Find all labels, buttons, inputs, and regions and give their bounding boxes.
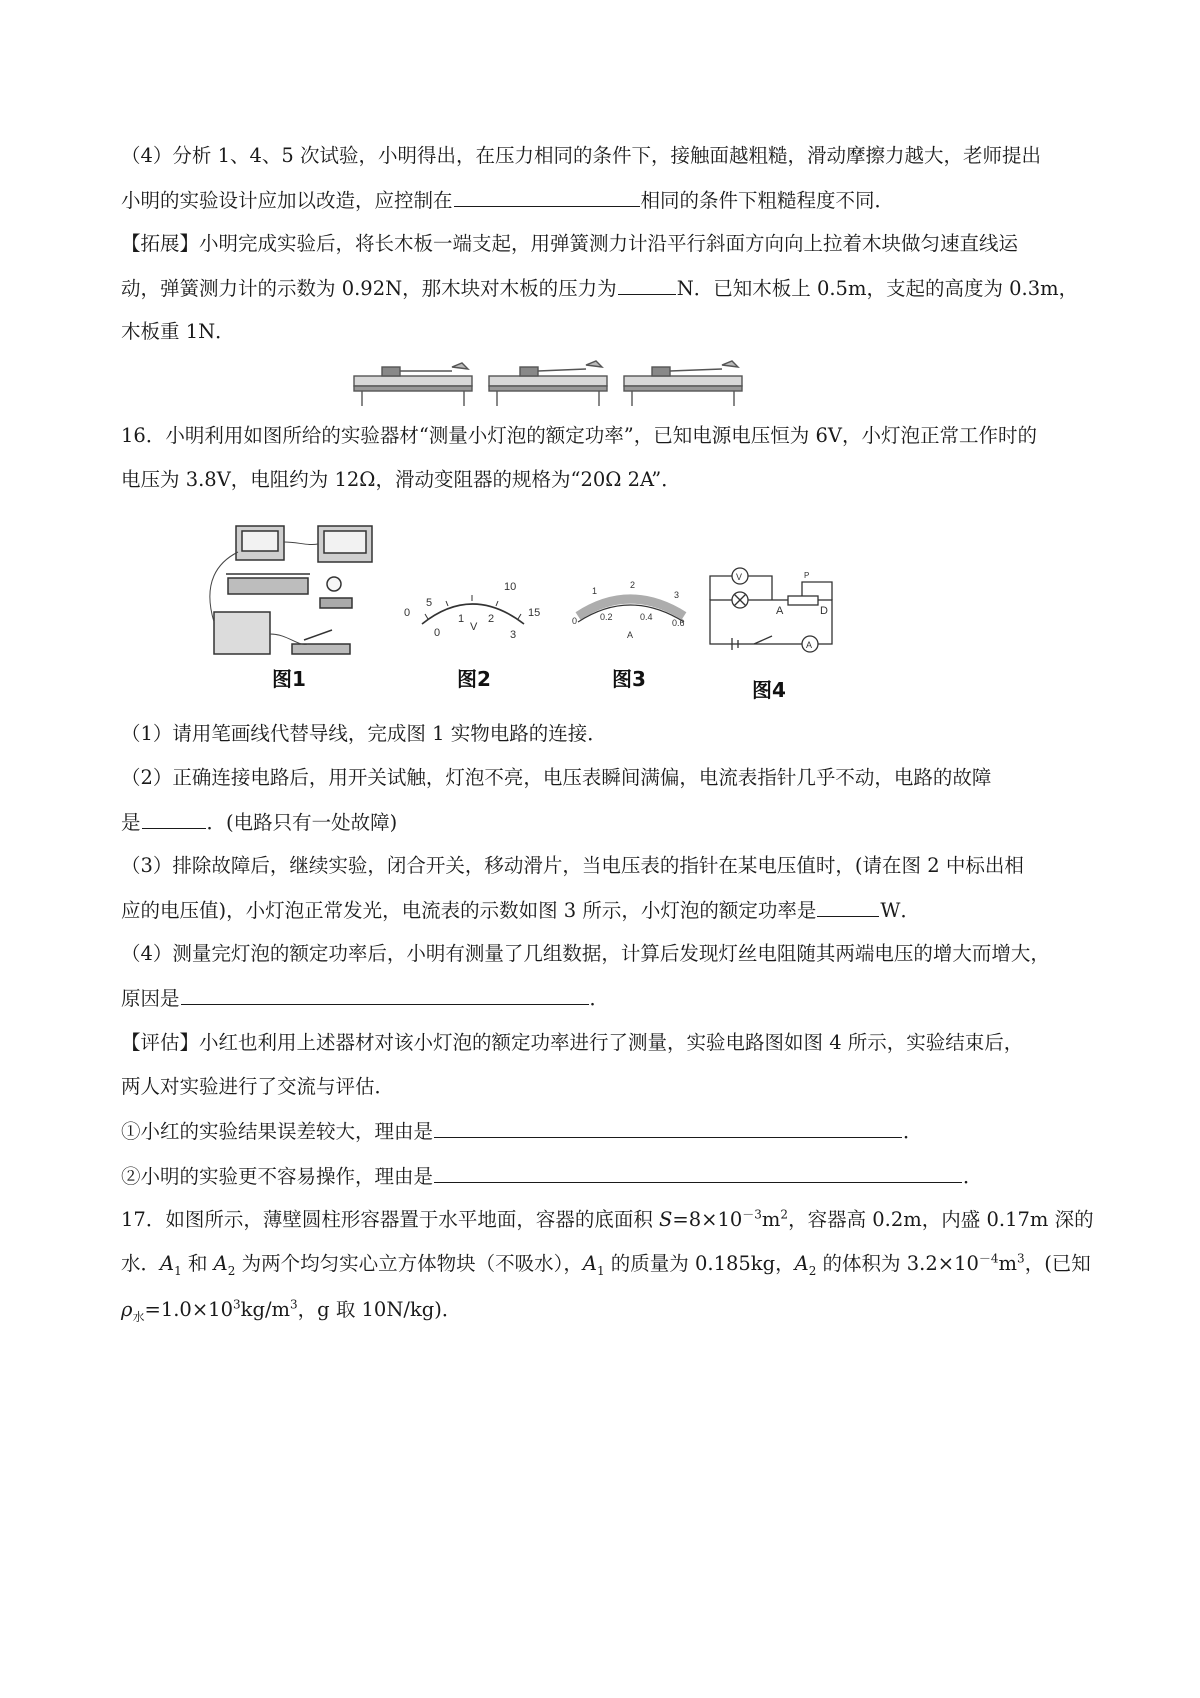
- battery-box: [214, 612, 270, 654]
- q17-l3-unit-exp: 3: [290, 1297, 298, 1312]
- q17-l2-end: ，(已知: [1024, 1252, 1091, 1275]
- q17-a1-sub: 1: [174, 1263, 182, 1278]
- q15-part4-line2: [121, 186, 894, 215]
- voltmeter-tick-15: 15: [528, 607, 541, 619]
- q17-l2-start: 水．: [121, 1252, 161, 1275]
- q17-line3: [121, 1296, 461, 1324]
- voltmeter-tick-5: 5: [426, 597, 433, 609]
- voltmeter-unit-v: V: [470, 621, 478, 633]
- q17-l3-exp: 3: [233, 1297, 241, 1312]
- figure-1-caption: 图1: [272, 667, 306, 691]
- ammeter-tick-1: 1: [592, 586, 598, 596]
- figure-1-apparatus: [208, 522, 378, 664]
- q17-a2-symbol: A: [213, 1252, 228, 1275]
- q17-a2-sub: 2: [227, 1263, 236, 1278]
- q17-rho-symbol: ρ: [121, 1298, 133, 1321]
- friction-setup-1: [354, 363, 472, 406]
- q15-extension-line1: 【拓展】小明完成实验后，将长木板一端支起，用弹簧测力计沿平行斜面方向向上拉着木块做匀速直线运: [121, 232, 1019, 255]
- answer-blank-eval-2[interactable]: [434, 1162, 962, 1183]
- switch-device: [292, 644, 350, 654]
- q16-intro-line2: 电压为 3.8V，电阻约为 12Ω，滑动变阻器的规格为“20Ω 2A”．: [121, 468, 681, 491]
- q16-part4-text-b: ．: [589, 987, 610, 1010]
- q17-rho-sub: 水: [132, 1309, 145, 1324]
- q16-eval-line2: 两人对实验进行了交流与评估．: [121, 1075, 395, 1098]
- q16-part3-line2: [121, 896, 920, 925]
- q15-extension-line2: [121, 274, 1078, 303]
- q17-a1-symbol: A: [160, 1252, 175, 1275]
- ammeter-tick-2: 2: [630, 580, 636, 590]
- q17-line2: [121, 1250, 1091, 1278]
- q16-part3-line1: （3）排除故障后，继续实验，闭合开关，移动滑片，当电压表的指针在某电压值时，(请在图 2 中标出相: [121, 854, 1024, 877]
- ammeter-unit-a: A: [627, 630, 634, 640]
- circuit-label-v: V: [736, 572, 743, 582]
- ammeter-tick-0-2: 0.2: [600, 612, 613, 622]
- friction-setup-3: [624, 361, 742, 406]
- q17-a1-symbol-b: A: [582, 1252, 597, 1275]
- q16-eval-item2-period: ．: [963, 1165, 983, 1188]
- circuit-label-a-node: A: [776, 605, 784, 617]
- bulb-device: [327, 577, 341, 591]
- answer-blank-rated-power[interactable]: [817, 896, 879, 917]
- q16-intro-line1: 16．小明利用如图所给的实验器材“测量小灯泡的额定功率”，已知电源电压恒为 6V，小灯泡正常工作时的: [121, 424, 1037, 447]
- q16-part1: （1）请用笔画线代替导线，完成图 1 实物电路的连接．: [121, 722, 607, 745]
- q17-l2-and: 和: [181, 1252, 214, 1275]
- voltmeter-tick-3: 3: [510, 629, 517, 641]
- friction-setup-2: [489, 361, 607, 406]
- answer-blank-eval-1[interactable]: [434, 1117, 902, 1138]
- q15-part4-text-b: 相同的条件下粗糙程度不同．: [640, 189, 895, 212]
- figure-4-caption: 图4: [752, 678, 786, 702]
- q15-extension-text-a: 动，弹簧测力计的示数为 0.92N，那木块对木板的压力为: [121, 277, 617, 300]
- q16-eval-item2-text: ②小明的实验更不容易操作，理由是: [121, 1165, 434, 1188]
- q16-eval-line1: 【评估】小红也利用上述器材对该小灯泡的额定功率进行了测量，实验电路图如图 4 所示，实验结束后，: [121, 1031, 1024, 1054]
- q16-part2-line1: （2）正确连接电路后，用开关试触，灯泡不亮，电压表瞬间满偏，电流表指针几乎不动，电路的故障: [121, 766, 992, 789]
- rheostat-device: [228, 578, 308, 594]
- circuit-label-ammeter: A: [806, 640, 813, 650]
- friction-experiment-figures: [352, 360, 762, 410]
- circuit-label-p: P: [804, 571, 810, 580]
- q17-l1-text: 17．如图所示，薄壁圆柱形容器置于水平地面，容器的底面积: [121, 1208, 660, 1231]
- q16-eval-item1: [121, 1117, 923, 1146]
- q17-l3-end: ，g 取 10N/kg)．: [297, 1298, 462, 1321]
- ammeter-tick-0: 0: [572, 616, 578, 626]
- q17-l2-unit-exp: 3: [1017, 1251, 1025, 1266]
- figure-2-caption: 图2: [457, 667, 491, 691]
- q16-part2-text-b: ．(电路只有一处故障): [206, 811, 398, 834]
- q16-part2-line2: [121, 808, 397, 837]
- q16-part4-line2: [121, 984, 609, 1013]
- q15-part4-line1: （4）分析 1、4、5 次试验，小明得出，在压力相同的条件下，接触面越粗糙，滑动摩擦力越大，老师提出: [121, 144, 1042, 167]
- q15-extension-line3: 木板重 1N．: [121, 320, 235, 343]
- q17-symbol-s: S: [659, 1208, 673, 1231]
- q17-l1-rest: ，容器高 0.2m，内盛 0.17m 深的: [788, 1208, 1094, 1231]
- q15-extension-text-b: N．已知木板上 0.5m，支起的高度为 0.3m，: [676, 277, 1079, 300]
- ammeter-tick-3: 3: [674, 590, 680, 600]
- q17-l1-unit: m: [761, 1208, 781, 1231]
- answer-blank-pressure[interactable]: [618, 274, 676, 295]
- q16-part4-text-a: 原因是: [121, 987, 180, 1010]
- voltmeter-tick-1: 1: [458, 613, 465, 625]
- rheostat-symbol: [788, 596, 818, 605]
- q15-part4-text-a: 小明的实验设计应加以改造，应控制在: [121, 189, 453, 212]
- voltmeter-tick-0: 0: [434, 627, 441, 639]
- voltmeter-tick-2: 2: [488, 613, 495, 625]
- q17-l2-unit: m: [998, 1252, 1018, 1275]
- figure-4-circuit-diagram: [702, 560, 842, 660]
- answer-blank-reason[interactable]: [181, 984, 589, 1005]
- q17-a1-sub-b: 1: [596, 1263, 605, 1278]
- q17-l3-unit: kg/m: [240, 1298, 290, 1321]
- q16-eval-item2: [121, 1162, 983, 1191]
- q17-l1-area: =8×10: [672, 1208, 743, 1231]
- q16-part4-line1: （4）测量完灯泡的额定功率后，小明有测量了几组数据，计算后发现灯丝电阻随其两端电压的增大而增大，: [121, 942, 1050, 965]
- q17-l2-desc: 为两个均匀实心立方体物块（不吸水），: [235, 1252, 583, 1275]
- circuit-label-d: D: [820, 605, 828, 617]
- q17-l3-density: =1.0×10: [144, 1298, 233, 1321]
- q16-part2-text-a: 是: [121, 811, 141, 834]
- q17-l2-volume: 的体积为 3.2×10: [816, 1252, 979, 1275]
- q17-l1-exp: －3: [742, 1207, 762, 1222]
- q17-a2-symbol-b: A: [794, 1252, 809, 1275]
- q16-eval-item1-text: ①小红的实验结果误差较大，理由是: [121, 1120, 434, 1143]
- q16-part3-text-b: W．: [880, 899, 920, 922]
- ammeter-tick-0-6: 0.6: [672, 618, 685, 628]
- q17-l2-exp: －4: [978, 1251, 999, 1266]
- figure-3-ammeter-dial: [568, 580, 693, 644]
- q16-eval-item1-period: ．: [903, 1120, 923, 1143]
- voltmeter-tick-10: 10: [504, 581, 517, 593]
- q17-l2-mass: 的质量为 0.185kg，: [604, 1252, 795, 1275]
- answer-blank-control-variable[interactable]: [454, 186, 640, 207]
- figure-3-caption: 图3: [612, 667, 646, 691]
- voltmeter-tick-top-left: 0: [404, 607, 411, 619]
- q16-part3-text-a: 应的电压值)，小灯泡正常发光，电流表的示数如图 3 所示，小灯泡的额定功率是: [121, 899, 817, 922]
- answer-blank-fault[interactable]: [142, 808, 206, 829]
- q17-a2-sub-b: 2: [808, 1263, 817, 1278]
- ammeter-tick-0-4: 0.4: [640, 612, 653, 622]
- q17-l1-unit-exp: 2: [780, 1207, 789, 1222]
- figure-2-voltmeter-dial: [400, 576, 545, 646]
- q17-line1: [121, 1206, 1094, 1234]
